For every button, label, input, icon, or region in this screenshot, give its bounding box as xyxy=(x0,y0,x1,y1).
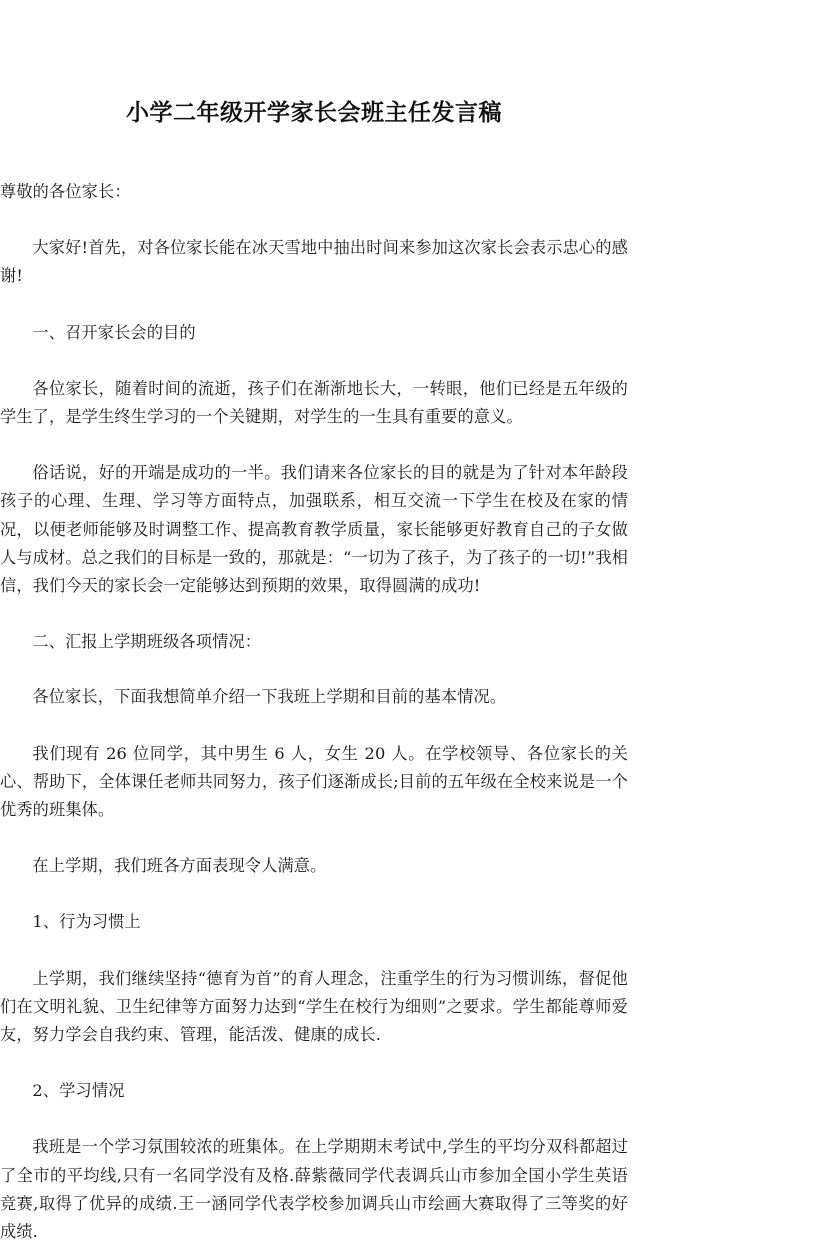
document-body xyxy=(0,178,628,1246)
paragraph-spacer xyxy=(0,600,628,628)
paragraph-spacer xyxy=(0,937,628,965)
paragraph-spacer xyxy=(0,206,628,234)
heading-item-1: 1、行为习惯上 xyxy=(32,912,141,932)
paragraph-spacer xyxy=(0,291,628,319)
paragraph-item-2-body: 我班是一个学习氛围较浓的班集体。在上学期期末考试中,学生的平均分双科都超过了全市的平均线,只有一名同学没有及格.薛紫薇同学代表调兵山市参加全国小学生英语竞赛,取得了优异的成绩.王一涵同学代表学校参加调兵山市绘画大赛取得了三等奖的好成绩. xyxy=(0,1137,628,1242)
paragraph-salutation: 尊敬的各位家长： xyxy=(0,182,131,201)
paragraph-spacer xyxy=(0,431,628,459)
paragraph-greeting: 大家好!首先，对各位家长能在冰天雪地中抽出时间来参加这次家长会表示忠心的感谢! xyxy=(0,238,628,286)
paragraph-section-1-1: 各位家长，随着时间的流逝，孩子们在渐渐地长大，一转眼，他们已经是五年级的学生了，是学生终生学习的一个关键期，对学生的一生具有重要的意义。 xyxy=(0,378,628,427)
paragraph-spacer xyxy=(0,880,628,908)
paragraph-spacer xyxy=(0,1105,628,1133)
paragraph-spacer xyxy=(0,712,628,740)
heading-section-2: 二、汇报上学期班级各项情况： xyxy=(32,632,262,652)
paragraph-section-2-2: 我们现有 26 位同学，其中男生 6 人，女生 20 人。在学校领导、各位家长的关心、帮助下，全体课任老师共同努力，孩子们逐渐成长;目前的五年级在全校来说是一个优秀的班集体。 xyxy=(0,743,628,820)
paragraph-section-1-2: 俗话说，好的开端是成功的一半。我们请来各位家长的目的就是为了针对本年龄段孩子的心理、生理、学习等方面特点，加强联系，相互交流一下学生在校及在家的情况，以便老师能够及时调整工作、提高教育教学质量，家长能够更好教育自己的子女做人与成材。总之我们的目标是一致的，那就是：“一切为了孩子，为了孩子的一切!”我相信，我们今天的家长会一定能够达到预期的效果，取得圆满的成功! xyxy=(0,463,628,596)
page-title: 小学二年级开学家长会班主任发言稿 xyxy=(126,100,502,126)
paragraph-section-2-3: 在上学期，我们班各方面表现令人满意。 xyxy=(32,856,327,876)
paragraph-spacer xyxy=(0,1049,628,1077)
heading-item-2: 2、学习情况 xyxy=(32,1081,125,1101)
heading-section-1: 一、召开家长会的目的 xyxy=(32,322,196,342)
paragraph-spacer xyxy=(0,347,628,375)
paragraph-spacer xyxy=(0,656,628,683)
paragraph-spacer xyxy=(0,824,628,852)
paragraph-item-1-body: 上学期，我们继续坚持“德育为首”的育人理念，注重学生的行为习惯训练，督促他们在文明礼貌、卫生纪律等方面努力达到“学生在校行为细则”之要求。学生都能尊师爱友，努力学会自我约束、管理，能活泼、健康的成长. xyxy=(0,968,628,1045)
paragraph-section-2-1: 各位家长，下面我想简单介绍一下我班上学期和目前的基本情况。 xyxy=(32,687,507,707)
